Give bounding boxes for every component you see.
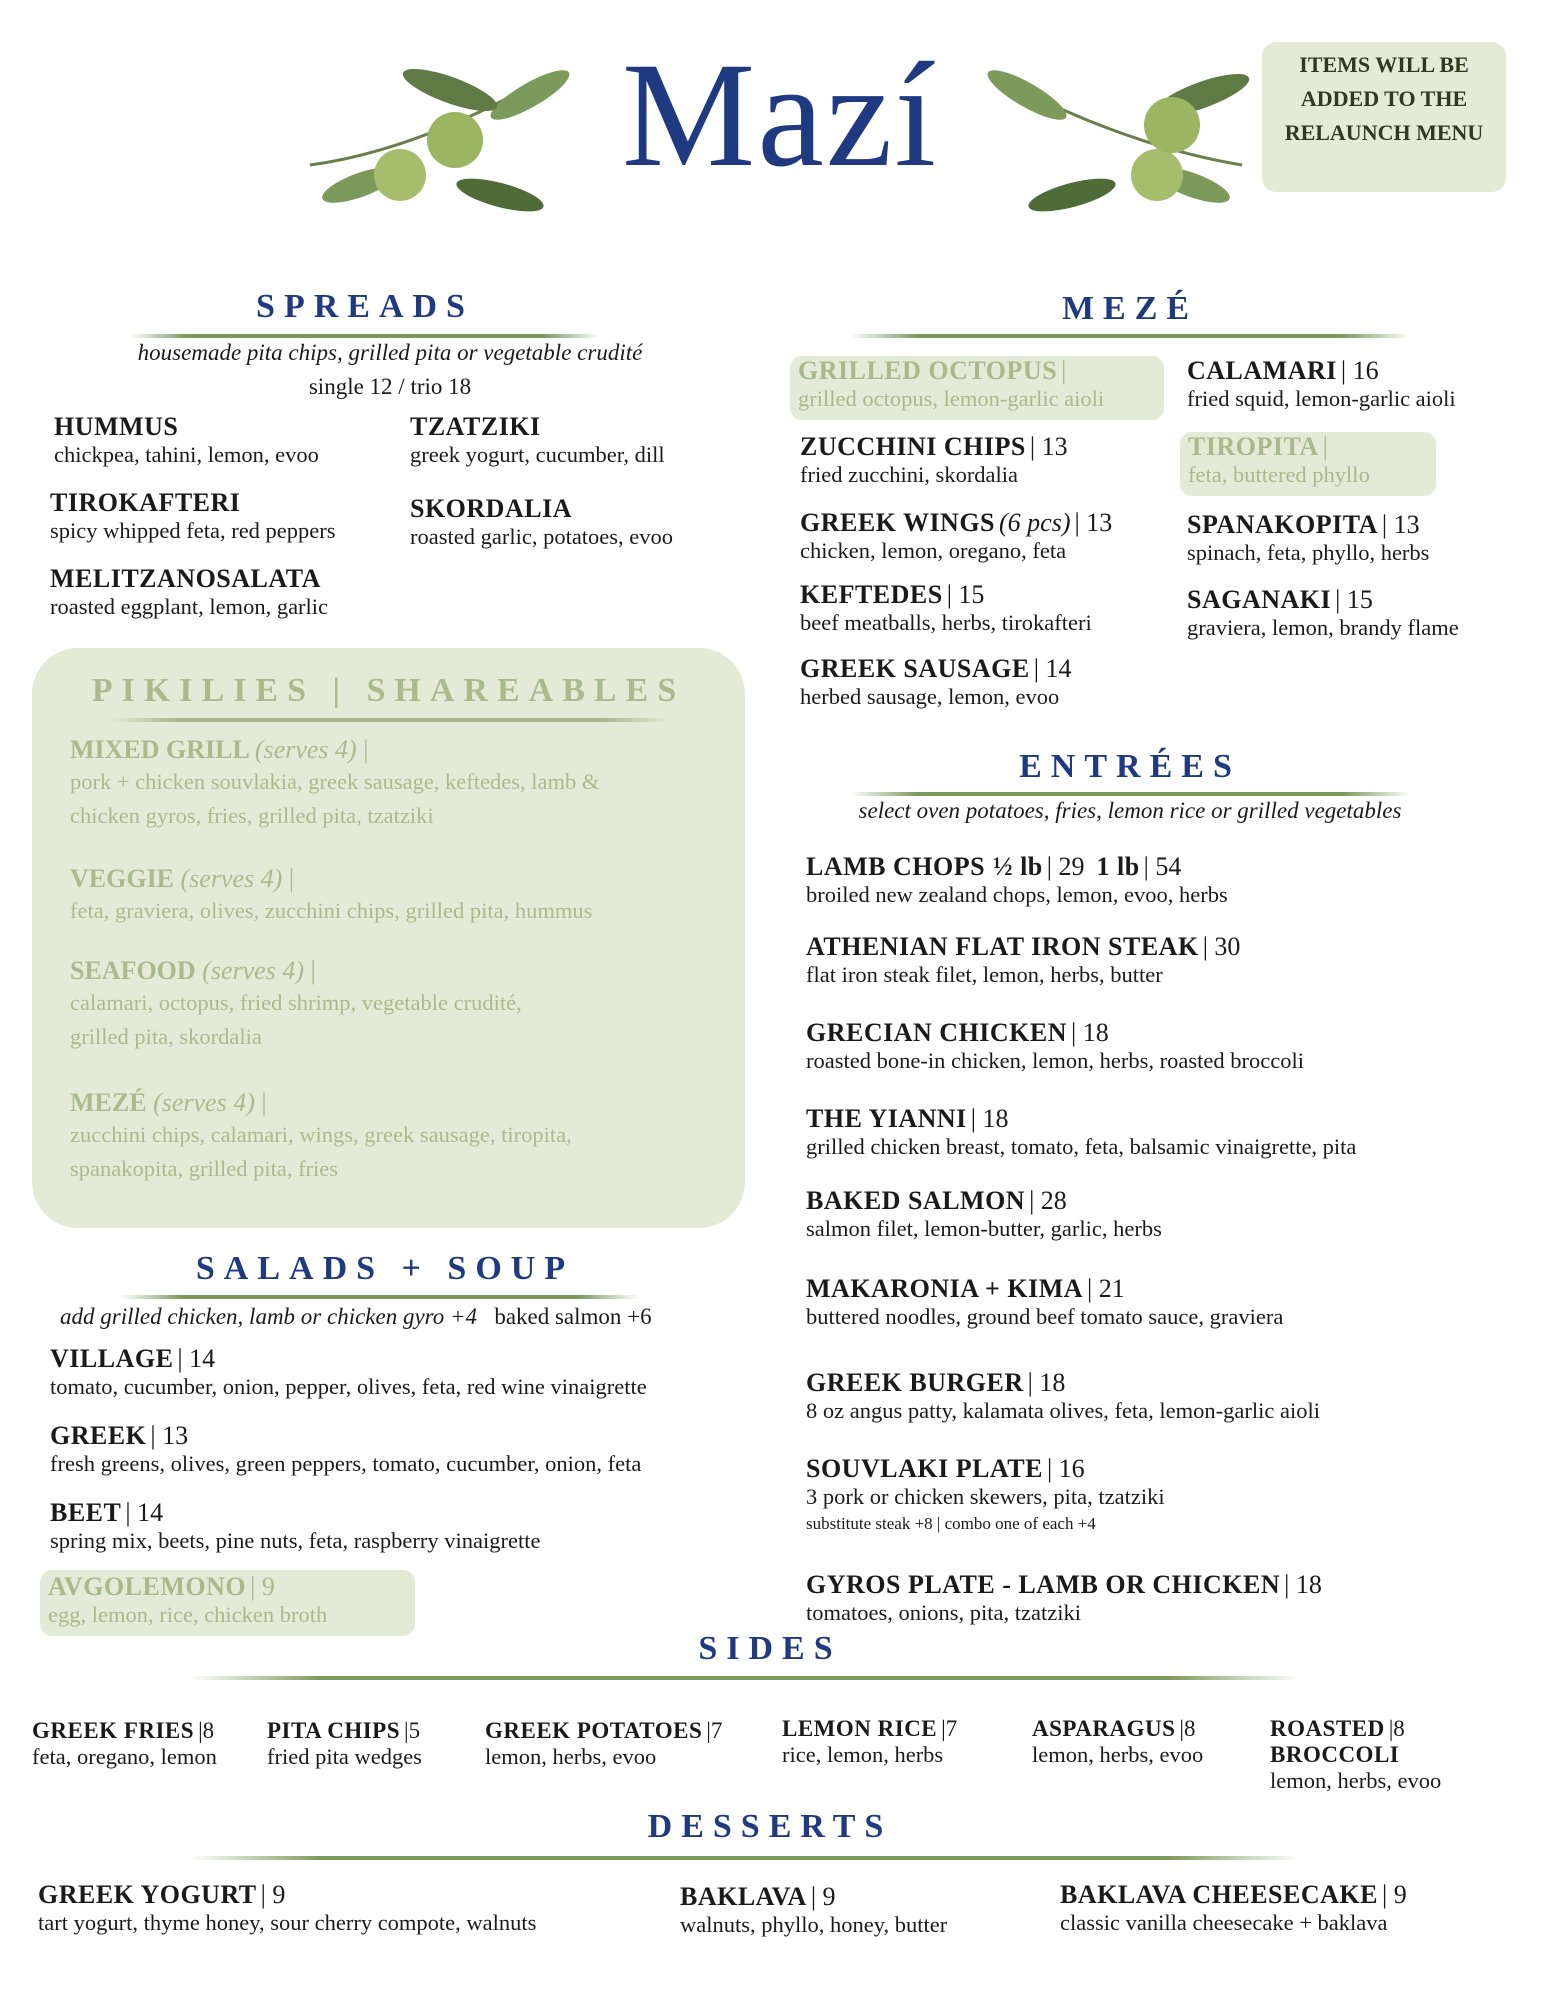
meze-grilled-octopus <box>790 356 1164 420</box>
item-desc: greek yogurt, cucumber, dill <box>410 442 665 467</box>
item-size: 1 lb <box>1096 852 1140 881</box>
item-name: BAKLAVA CHEESECAKE <box>1060 1880 1378 1909</box>
item-name: LAMB CHOPS <box>806 852 986 881</box>
item-price: | 14 <box>125 1498 164 1527</box>
item-serves: (serves 4) <box>153 1088 255 1117</box>
item-name: SAGANAKI <box>1187 585 1332 614</box>
item-price: | 14 <box>177 1344 216 1373</box>
sides-divider <box>190 1676 1300 1680</box>
meze-calamari <box>1187 356 1456 412</box>
pikilies-seafood <box>70 956 522 1054</box>
side-greek-potatoes <box>485 1718 722 1770</box>
spreads-title: SPREADS <box>256 288 474 325</box>
entree-gyros-plate <box>806 1570 1322 1626</box>
meze-saganaki <box>1187 585 1459 641</box>
dessert-greek-yogurt <box>38 1880 536 1936</box>
entree-souvlaki-plate <box>806 1454 1165 1534</box>
side-pita-chips <box>267 1718 422 1770</box>
item-name: TIROPITA <box>1188 432 1319 461</box>
salads-intro <box>60 1304 652 1330</box>
item-name: ROASTED <box>1270 1716 1385 1741</box>
side-asparagus <box>1032 1716 1203 1768</box>
item-name: BAKED SALMON <box>806 1186 1026 1215</box>
item-price: |8 <box>1179 1716 1196 1741</box>
item-price: |5 <box>404 1718 421 1743</box>
item-desc: chickpea, tahini, lemon, evoo <box>54 442 319 467</box>
item-price: | 13 <box>1074 508 1113 537</box>
item-desc: pork + chicken souvlakia, greek sausage, keftedes, lamb & <box>70 769 600 794</box>
meze-keftedes <box>800 580 1092 636</box>
item-name: BEET <box>50 1498 122 1527</box>
item-desc: tomato, cucumber, onion, pepper, olives, feta, red wine vinaigrette <box>50 1374 647 1399</box>
item-name: TIROKAFTERI <box>50 488 241 517</box>
item-name: LEMON RICE <box>782 1716 938 1741</box>
item-price: | 13 <box>150 1421 189 1450</box>
item-name: SOUVLAKI PLATE <box>806 1454 1043 1483</box>
item-name: ASPARAGUS <box>1032 1716 1176 1741</box>
item-desc: fried squid, lemon-garlic aioli <box>1187 386 1456 411</box>
item-price: | 9 <box>250 1572 275 1601</box>
item-name: PITA CHIPS <box>267 1718 401 1743</box>
item-price: | 13 <box>1029 432 1068 461</box>
item-sep: | <box>288 864 295 893</box>
meze-title: MEZÉ <box>1061 290 1199 327</box>
item-desc: broiled new zealand chops, lemon, evoo, herbs <box>806 882 1228 907</box>
item-name: CALAMARI <box>1187 356 1337 385</box>
item-price: | 16 <box>1340 356 1379 385</box>
dessert-baklava <box>680 1882 947 1938</box>
item-desc: beef meatballs, herbs, tirokafteri <box>800 610 1092 635</box>
item-sep: | <box>310 956 316 985</box>
item-desc: lemon, herbs, evoo <box>485 1744 657 1769</box>
salads-title: SALADS + SOUP <box>195 1250 575 1287</box>
item-name: MELITZANOSALATA <box>50 564 321 593</box>
item-price: | 15 <box>946 580 985 609</box>
item-price: |7 <box>941 1716 958 1741</box>
item-name: SPANAKOPITA <box>1187 510 1378 539</box>
item-desc: lemon, herbs, evoo <box>1270 1768 1442 1793</box>
item-name: AVGOLEMONO <box>48 1572 247 1601</box>
entree-flat-iron-steak <box>806 932 1240 988</box>
side-roasted-broccoli <box>1270 1716 1441 1794</box>
item-desc: grilled octopus, lemon-garlic aioli <box>798 386 1105 411</box>
item-desc: roasted garlic, potatoes, evoo <box>410 524 674 549</box>
pikilies-divider <box>110 718 670 722</box>
salad-village <box>50 1344 647 1400</box>
item-name: MIXED GRILL <box>70 735 249 764</box>
item-name: GREEK BURGER <box>806 1368 1024 1397</box>
item-desc: fried zucchini, skordalia <box>800 462 1019 487</box>
item-desc: lemon, herbs, evoo <box>1032 1742 1204 1767</box>
item-name: SEAFOOD <box>70 956 196 985</box>
item-desc: roasted eggplant, lemon, garlic <box>50 594 329 619</box>
item-serves: (serves 4) <box>202 956 304 985</box>
entree-the-yianni <box>806 1104 1356 1160</box>
spreads-intro: housemade pita chips, grilled pita or vegetable crudité <box>137 340 643 365</box>
item-desc: flat iron steak filet, lemon, herbs, butter <box>806 962 1163 987</box>
desserts-title: DESSERTS <box>647 1808 893 1845</box>
entrees-divider <box>850 792 1410 796</box>
spread-tzatziki <box>410 412 665 468</box>
item-name: HUMMUS <box>54 412 179 441</box>
item-size: ½ lb <box>993 852 1043 881</box>
item-price: | 13 <box>1381 510 1420 539</box>
item-desc: chicken gyros, fries, grilled pita, tzatziki <box>70 803 434 828</box>
olive-branch-right-icon <box>982 55 1252 225</box>
item-name: TZATZIKI <box>410 412 541 441</box>
item-desc: classic vanilla cheesecake + baklava <box>1060 1910 1388 1935</box>
item-name: VILLAGE <box>50 1344 174 1373</box>
item-desc: herbed sausage, lemon, evoo <box>800 684 1060 709</box>
item-desc: tart yogurt, thyme honey, sour cherry compote, walnuts <box>38 1910 537 1935</box>
spread-hummus <box>54 412 319 468</box>
item-serves: (serves 4) <box>180 864 283 893</box>
item-desc: rice, lemon, herbs <box>782 1742 944 1767</box>
entree-greek-burger <box>806 1368 1320 1424</box>
item-name: THE YIANNI <box>806 1104 967 1133</box>
item-price: | <box>1061 356 1067 385</box>
item-desc: roasted bone-in chicken, lemon, herbs, roasted broccoli <box>806 1048 1304 1073</box>
item-price: | 15 <box>1335 585 1373 614</box>
item-name: ZUCCHINI CHIPS <box>800 432 1026 461</box>
item-price: | 18 <box>1284 1570 1322 1599</box>
spreads-divider <box>130 334 600 338</box>
item-price: | 18 <box>1027 1368 1066 1397</box>
item-name: GREEK FRIES <box>32 1718 195 1743</box>
item-desc: tomatoes, onions, pita, tzatziki <box>806 1600 1081 1625</box>
item-price: | <box>1322 432 1328 461</box>
item-name: GREEK <box>50 1421 147 1450</box>
salad-beet <box>50 1498 541 1554</box>
item-desc: walnuts, phyllo, honey, butter <box>680 1912 948 1937</box>
spread-tirokafteri <box>50 488 336 544</box>
item-name: GREEK POTATOES <box>485 1718 703 1743</box>
salads-intro-salmon: baked salmon +6 <box>494 1304 652 1329</box>
item-desc: spinach, feta, phyllo, herbs <box>1187 540 1430 565</box>
item-price: | 28 <box>1029 1186 1067 1215</box>
item-price: | 9 <box>260 1880 286 1909</box>
item-name: MEZÉ <box>70 1088 147 1117</box>
entree-grecian-chicken <box>806 1018 1304 1074</box>
item-name: KEFTEDES <box>800 580 943 609</box>
item-name: GYROS PLATE - LAMB OR CHICKEN <box>806 1570 1281 1599</box>
item-name: GRECIAN CHICKEN <box>806 1018 1068 1047</box>
item-desc: chicken, lemon, oregano, feta <box>800 538 1067 563</box>
item-desc: spring mix, beets, pine nuts, feta, raspberry vinaigrette <box>50 1528 541 1553</box>
item-desc: 8 oz angus patty, kalamata olives, feta, lemon-garlic aioli <box>806 1398 1320 1423</box>
item-price: | 18 <box>1071 1018 1109 1047</box>
item-desc: salmon filet, lemon-butter, garlic, herbs <box>806 1216 1162 1241</box>
item-desc: grilled pita, skordalia <box>70 1024 262 1049</box>
entree-makaronia-kima <box>806 1274 1283 1330</box>
item-name: SKORDALIA <box>410 494 572 523</box>
item-desc: egg, lemon, rice, chicken broth <box>48 1602 328 1627</box>
olive-branch-left-icon <box>300 55 570 225</box>
item-price: | 9 <box>1381 1880 1407 1909</box>
item-name: GREEK WINGS <box>800 508 996 537</box>
item-note: substitute steak +8 | combo one of each +4 <box>806 1514 1096 1533</box>
item-serves: (serves 4) <box>254 735 357 764</box>
item-price: | 21 <box>1087 1274 1125 1303</box>
item-name: GREEK SAUSAGE <box>800 654 1030 683</box>
item-desc: feta, oregano, lemon <box>32 1744 217 1769</box>
meze-divider <box>850 334 1410 338</box>
item-desc: spanakopita, grilled pita, fries <box>70 1156 339 1181</box>
item-price: |8 <box>198 1718 215 1743</box>
side-lemon-rice <box>782 1716 957 1768</box>
item-name: GRILLED OCTOPUS <box>798 356 1058 385</box>
item-desc: feta, graviera, olives, zucchini chips, grilled pita, hummus <box>70 898 593 923</box>
item-desc: 3 pork or chicken skewers, pita, tzatziki <box>806 1484 1165 1509</box>
sides-title: SIDES <box>698 1630 842 1667</box>
item-desc: fresh greens, olives, green peppers, tomato, cucumber, onion, feta <box>50 1451 642 1476</box>
item-desc: spicy whipped feta, red peppers <box>50 518 336 543</box>
entree-baked-salmon <box>806 1186 1162 1242</box>
meze-spanakopita <box>1187 510 1429 566</box>
item-price: | 29 <box>1046 852 1085 881</box>
item-desc: calamari, octopus, fried shrimp, vegetable crudité, <box>70 990 522 1015</box>
item-price: | 30 <box>1202 932 1241 961</box>
item-desc: grilled chicken breast, tomato, feta, balsamic vinaigrette, pita <box>806 1134 1357 1159</box>
brand-logo: Mazí <box>621 32 939 198</box>
pikilies-mixed-grill <box>70 735 599 833</box>
item-price: | 14 <box>1033 654 1072 683</box>
item-name-line2: BROCCOLI <box>1270 1742 1400 1767</box>
salads-intro-addons: add grilled chicken, lamb or chicken gyro +4 <box>60 1304 478 1329</box>
entree-lamb-chops <box>806 852 1228 908</box>
spreads-pricing: single 12 / trio 18 <box>308 374 472 399</box>
item-price: |7 <box>706 1718 723 1743</box>
relaunch-notice: ITEMS WILL BE ADDED TO THE RELAUNCH MENU <box>1262 42 1506 192</box>
salad-greek <box>50 1421 641 1477</box>
item-price: | 9 <box>810 1882 836 1911</box>
meze-tiropita <box>1180 432 1436 496</box>
item-desc: fried pita wedges <box>267 1744 422 1769</box>
item-sep: | <box>261 1088 267 1117</box>
item-name: ATHENIAN FLAT IRON STEAK <box>806 932 1199 961</box>
side-greek-fries <box>32 1718 217 1770</box>
entrees-intro: select oven potatoes, fries, lemon rice or grilled vegetables <box>858 798 1402 823</box>
desserts-divider <box>190 1856 1300 1860</box>
item-sep: | <box>363 735 369 764</box>
item-serves: (6 pcs) <box>999 508 1071 537</box>
pikilies-meze <box>70 1088 572 1186</box>
item-name: VEGGIE <box>70 864 175 893</box>
item-desc: feta, buttered phyllo <box>1188 462 1370 487</box>
meze-zucchini-chips <box>800 432 1068 488</box>
pikilies-title: PIKILIES | SHAREABLES <box>91 672 686 709</box>
spread-skordalia <box>410 494 673 550</box>
salads-divider <box>120 1295 640 1299</box>
item-desc: buttered noodles, ground beef tomato sauce, graviera <box>806 1304 1284 1329</box>
item-name: GREEK YOGURT <box>38 1880 257 1909</box>
entrees-title: ENTRÉES <box>1019 748 1241 785</box>
item-name: MAKARONIA + KIMA <box>806 1274 1084 1303</box>
pikilies-veggie <box>70 864 592 928</box>
item-price: | 16 <box>1046 1454 1085 1483</box>
spread-melitzanosalata <box>50 564 328 620</box>
item-desc: zucchini chips, calamari, wings, greek sausage, tiropita, <box>70 1122 572 1147</box>
meze-greek-sausage <box>800 654 1071 710</box>
item-desc: graviera, lemon, brandy flame <box>1187 615 1459 640</box>
meze-greek-wings <box>800 508 1112 564</box>
soup-avgolemono <box>40 1570 415 1636</box>
item-price: | 54 <box>1143 852 1182 881</box>
item-name: BAKLAVA <box>680 1882 807 1911</box>
dessert-baklava-cheesecake <box>1060 1880 1407 1936</box>
item-price: | 18 <box>970 1104 1009 1133</box>
item-price: |8 <box>1388 1716 1405 1741</box>
